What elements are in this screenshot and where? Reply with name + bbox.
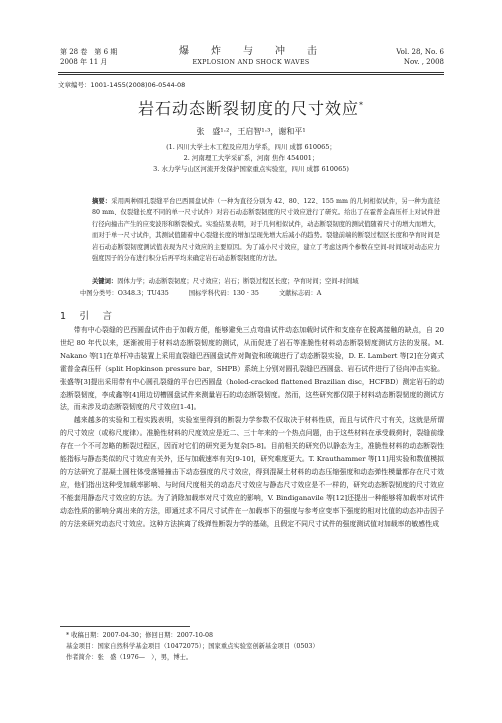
article-number: 文章编号：1001-1455(2008)06-0544-08 <box>58 81 186 89</box>
footnote-funding: 基金项目：国家自然科学基金项目（10472075）；国家重点实验室创新基金项目（0503） <box>66 643 319 651</box>
paragraph: 带有中心裂缝的巴西圆盘试件由于加载方便，能够避免三点弯曲试件动态加载时试件和支座存在脱离接触的缺点，自 20 世纪 80 年代以来，逐渐被用于材料动态断裂韧度的测试，从而促进了岩石等准脆性材料动态断裂韧度测试方法的发展。M. Nakano 等[1]在单杆冲击装置上采用直裂缝巴西圆盘试件对陶瓷和玻璃进行了动态断裂实验，D. E. Lambert 等[2]在分离式霍普金森压杆（split Hopkinson pressure bar，SHPB）系统上分别对圆孔裂缝巴西圆盘、岩石试件进行了径向冲击实验。张盛等[3]提出采用带有中心圆孔裂缝的平台巴西圆盘（holed-cracked flattened Brazilian disc，HCFBD）测定岩石的动态断裂韧度，李成鑫等[4]用边切槽圆盘试件来测量岩石的动态断裂韧度。然而，这些研究都仅限于材料动态断裂韧度的测试方法，而未涉及动态断裂韧度的尺寸效应[1-4]。 <box>60 326 444 412</box>
paper-title <box>0 96 502 119</box>
header-rule-bottom <box>58 74 444 75</box>
abstract-text: 采用两种圆孔裂缝平台巴西圆盘试件（一种为直径分别为 42、80、122、155 mm 的几何相似试件，另一种为直径 80 mm、仅裂缝长度不同的单一尺寸试件）对岩石动态断裂韧度的尺寸效应进行了研究。给出了在霍普金森压杆上对试件进行径向撞击产生的应变波形和断裂模式。实验结果表明，对于几何相似试件，动态断裂韧度的测试值随着尺寸的增大而增大，而对于单一尺寸试件，其测试值随着中心裂缝长度的增加呈现先增大后减小的趋势。裂缝前端的断裂过程区长度和孕育时间是岩石动态断裂韧度测试值表现为尺寸效应的主要原因。为了减小尺寸效应，建立了考虑这两个参数在空间-时间域对动态应力强度因子的分布进行积分后再平均来确定岩石动态断裂韧度的方法。 <box>92 198 441 263</box>
title-footnote-mark: * <box>359 100 364 110</box>
subject-code: 国标学科代码：130 · 35 <box>188 290 259 297</box>
paper-title-text: 岩石动态断裂韧度的尺寸效应 <box>137 99 359 118</box>
journal-name-cn: 爆 炸 与 冲 击 <box>179 46 323 57</box>
volume-issue-en: Vol. 28, No. 6 <box>396 48 444 56</box>
body-text <box>60 324 444 531</box>
affiliation-2: 2. 河南理工大学采矿系，河南 焦作 454001； <box>183 154 319 162</box>
affiliation-3: 3. 水力学与山区河流开发保护国家重点实验室，四川 成都 610065) <box>153 165 349 173</box>
author-list: 张 盛¹·²，王启智¹·³，谢和平¹ <box>196 127 306 136</box>
publication-date: 2008 年 11 月 <box>60 57 108 66</box>
journal-name-en: EXPLOSION AND SHOCK WAVES <box>192 59 310 66</box>
keywords <box>92 276 440 287</box>
journal-volume-info-en <box>396 48 444 67</box>
header-rule-top <box>58 72 444 73</box>
publication-date-en: Nov. , 2008 <box>403 57 444 66</box>
keywords-text: 固体力学；动态断裂韧度；尺寸效应；岩石；断裂过程区长度；孕育时间；空间-时间域 <box>117 278 359 285</box>
section-heading: 1 引 言 <box>60 311 115 322</box>
affiliations <box>0 142 502 175</box>
document-code: 文献标志码：A <box>278 290 322 297</box>
abstract <box>92 196 440 264</box>
clc-number: 中图分类号：O348.3；TU435 <box>80 290 169 297</box>
classification-codes <box>80 288 440 299</box>
footnotes <box>66 630 444 664</box>
volume-issue: 第 28 卷 第 6 期 <box>60 48 118 56</box>
footnote-author: 作者简介：张 盛（1976— ），男，博士。 <box>66 654 193 662</box>
affiliation-1: (1. 四川大学土木工程及应用力学系，四川 成都 610065； <box>166 143 336 151</box>
footnote-dates: * 收稿日期：2007-04-30；修回日期：2007-10-08 <box>66 632 214 639</box>
keywords-label: 关键词： <box>92 278 118 285</box>
abstract-label: 摘要： <box>92 198 112 205</box>
paragraph: 越来越多的实验和工程实践表明，实验室里得到的断裂力学参数不仅取决于材料性质，而且与试件尺寸有关，这就是所谓的尺寸效应（或称尺度律）。准脆性材料的尺度效应是近二、三十年来的一个热点问题，由于这些材料在承受载荷时，裂缝前缘存在一个不可忽略的断裂过程区，因而对它们的研究更为复杂[5-8]。目前相关的研究仍以静态为主，准脆性材料的动态断裂性能指标与静态类似的尺寸效应有关外，还与加载速率有关[9-10]，研究难度更大。T. Krauthammer 等[11]用实验和数值模拟的方法研究了混凝土圆柱体受落锤撞击下动态强度的尺寸效应，得到混凝土材料的动态压缩强度和动态弹性模量都存在尺寸效应，他们指出这种受加载率影响、与时间尺度相关的动态尺寸效应与静态尺寸效应是不一样的，研究动态断裂韧度的尺寸效应不能套用静态尺寸效应的方法。为了消除加载率对尺寸效应的影响，V. Bindiganavile 等[12]还提出一种能够将加载率对试件动态性质的影响分离出来的方法，即通过求不同尺寸试件在一加载率下的强度与参考应变率下强度的相对比值的动态冲击因子的方法来研究动态尺寸效应。这种方法摈离了线弹性断裂力学的基础，且假定不同尺寸试件的强度测试值对加载率的敏感性成 <box>60 416 444 528</box>
footnote-rule <box>60 626 190 627</box>
